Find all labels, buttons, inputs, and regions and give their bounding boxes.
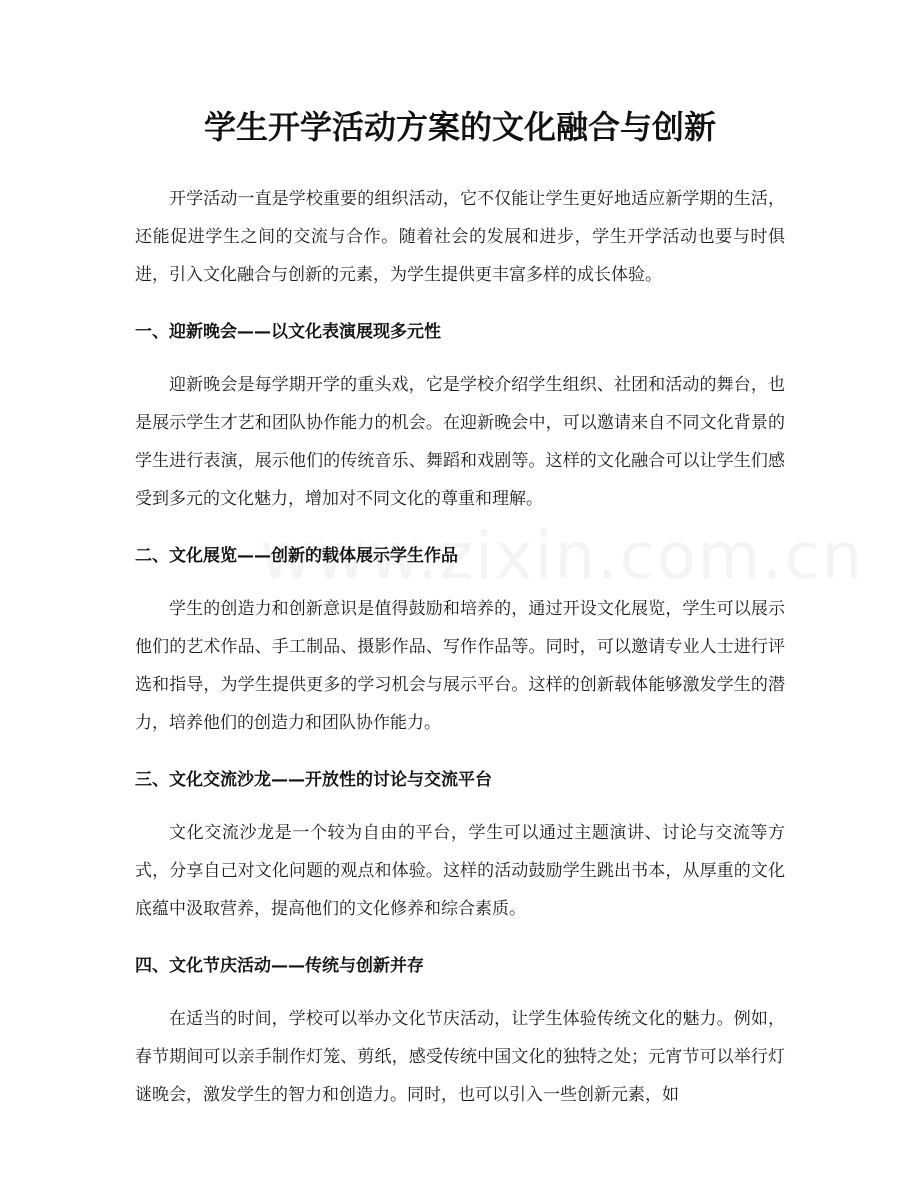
document-title: 学生开学活动方案的文化融合与创新	[203, 108, 716, 146]
section	[135, 954, 785, 1114]
section-paragraph: 文化交流沙龙是一个较为自由的平台，学生可以通过主题演讲、讨论与交流等方式，分享自己对文化问题的观点和体验。这样的活动鼓励学生跳出书本，从厚重的文化底蕴中汲取营养，提高他们的文化修养和综合素质。	[135, 823, 785, 919]
section	[135, 544, 785, 742]
section	[135, 320, 785, 518]
section-paragraph: 在适当的时间，学校可以举办文化节庆活动，让学生体验传统文化的魅力。例如，春节期间可以亲手制作灯笼、剪纸，感受传统中国文化的独特之处；元宵节可以举行灯谜晚会，激发学生的智力和创造力。同时，也可以引入一些创新元素，如	[135, 1009, 785, 1105]
document-body	[135, 180, 785, 1114]
section	[135, 768, 785, 928]
section-heading: 一、迎新晚会——以文化表演展现多元性	[135, 322, 441, 342]
section-paragraph: 学生的创造力和创新意识是值得鼓励和培养的，通过开设文化展览，学生可以展示他们的艺术作品、手工制品、摄影作品、写作作品等。同时，可以邀请专业人士进行评选和指导，为学生提供更多的学习机会与展示平台。这样的创新载体能够激发学生的潜力，培养他们的创造力和团队协作能力。	[135, 599, 785, 733]
section-heading: 二、文化展览——创新的载体展示学生作品	[135, 546, 458, 566]
section-paragraph: 迎新晚会是每学期开学的重头戏，它是学校介绍学生组织、社团和活动的舞台，也是展示学生才艺和团队协作能力的机会。在迎新晚会中，可以邀请来自不同文化背景的学生进行表演，展示他们的传统音乐、舞蹈和戏剧等。这样的文化融合可以让学生们感受到多元的文化魅力，增加对不同文化的尊重和理解。	[135, 375, 785, 509]
intro-paragraph: 开学活动一直是学校重要的组织活动，它不仅能让学生更好地适应新学期的生活，还能促进学生之间的交流与合作。随着社会的发展和进步，学生开学活动也要与时俱进，引入文化融合与创新的元素，为学生提供更丰富多样的成长体验。	[135, 189, 785, 285]
section-heading: 四、文化节庆活动——传统与创新并存	[135, 956, 424, 976]
section-heading: 三、文化交流沙龙——开放性的讨论与交流平台	[135, 770, 492, 790]
